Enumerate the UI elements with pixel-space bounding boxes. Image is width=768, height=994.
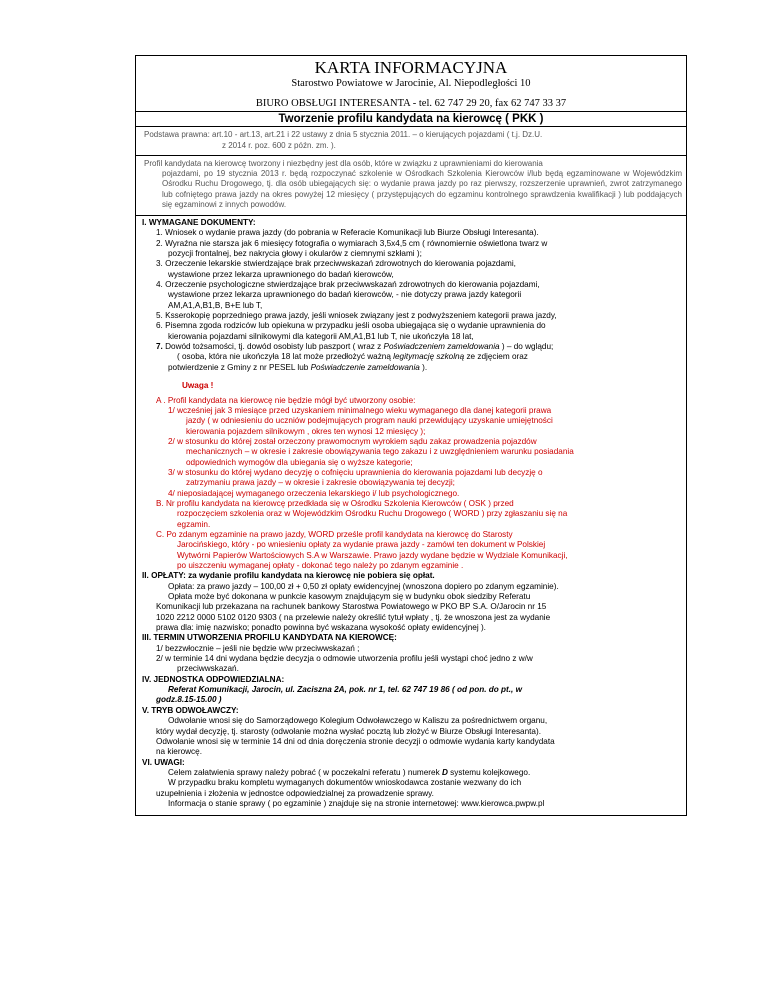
responsible-unit-hours: godz.8.15-15.00 ) bbox=[156, 695, 222, 705]
text-run: Poświadczeniem zameldowania bbox=[383, 342, 500, 352]
warning-heading: Uwaga ! bbox=[182, 381, 214, 391]
card-header bbox=[136, 56, 686, 127]
text-run: Celem załatwienia sprawy należy pobrać ( w poczekalni referatu ) numerek bbox=[168, 767, 442, 777]
list-item-cont: pozycji frontalnej, bez nakrycia głowy i okularów z ciemnymi szkłami ); bbox=[168, 249, 422, 259]
warning-item-cont: kierowania pojazdem silnikowym , okres ten wynosi 12 miesięcy ); bbox=[186, 426, 426, 436]
text-run: ze zdjęciem oraz bbox=[464, 352, 528, 362]
text-run: ) – do wglądu; bbox=[499, 342, 554, 352]
fees-line: Komunikacji lub przekazana na rachunek bankowy Starostwa Powiatowego w PKO BP S.A. O/Jarocin nr 15 bbox=[156, 602, 547, 612]
deadline-item-cont: przeciwwskazań. bbox=[177, 664, 239, 674]
text-run: Poświadczenie zameldowania bbox=[310, 362, 420, 372]
text-run: potwierdzenie z Gminy z nr PESEL lub bbox=[168, 362, 311, 372]
warning-c-cont: po uiszczeniu wymaganej opłaty - dokonać tego należy po zdanym egzaminie . bbox=[177, 561, 464, 571]
warning-item: 3/ w stosunku do której wydano decyzję o cofnięciu uprawnienia do kierowania pojazdami lub decyzję o bbox=[168, 467, 543, 477]
appeal-line: na kierowcę. bbox=[156, 747, 202, 757]
legal-basis-line: z 2014 r. poz. 600 z późn. zm. ). bbox=[222, 140, 336, 150]
info-card bbox=[135, 55, 687, 816]
text-run: Dowód tożsamości, tj. dowód osobisty lub paszport ( wraz z bbox=[162, 342, 384, 352]
list-item: 6. Pisemna zgoda rodziców lub opiekuna w przypadku jeśli osoba ubiegająca się o wydanie uprawnienia do bbox=[156, 321, 546, 331]
deadline-item: 1/ bezzwłocznie – jeśli nie będzie w/w przeciwwskazań ; bbox=[156, 643, 360, 653]
text-run: legitymację szkolną bbox=[393, 352, 465, 362]
warning-a: A . Profil kandydata na kierowcę nie będzie mógł być utworzony osobie: bbox=[156, 395, 416, 405]
warning-item-cont: jazdy ( w odniesieniu do uczniów podejmujących program nauki przewidujący uzyskanie umiejętności bbox=[186, 416, 553, 426]
list-item: 2. Wyraźna nie starsza jak 6 miesięcy fotografia o wymiarach 3,5x4,5 cm ( równomiernie oświetlona twarz w bbox=[156, 238, 548, 248]
list-item: 5. Ksserokopię poprzedniego prawa jazdy, jeśli wniosek związany jest z podwyższeniem kategorii prawa jazdy, bbox=[156, 311, 557, 321]
section-heading: II. OPŁATY: za wydanie profilu kandydata na kierowcę nie pobiera się opłat. bbox=[142, 571, 435, 581]
notes-line: Informacja o stanie sprawy ( po egzaminie ) znajduje się na stronie internetowej: www.kierowca.pwpw.pl bbox=[168, 798, 545, 808]
card-subject: Tworzenie profilu kandydata na kierowcę ( PKK ) bbox=[136, 111, 686, 126]
warning-block bbox=[142, 396, 682, 572]
list-item-cont bbox=[142, 352, 682, 362]
bureau-contact: BIURO OBSŁUGI INTERESANTA - tel. 62 747 29 20, fax 62 747 33 37 bbox=[255, 98, 567, 109]
warning-item-cont: zatrzymaniu prawa jazdy – w okresie i zakresie obowiązywania tej decyzji; bbox=[186, 478, 455, 488]
legal-basis-line: Podstawa prawna: art.10 - art.13, art.21 i 22 ustawy z dnia 5 stycznia 2011. – o kierujących pojazdami ( t.j. Dz.U. bbox=[144, 130, 543, 139]
notes-line: uzupełnienia i złożenia w jednostce odpowiedzialnej za prowadzenie sprawy. bbox=[156, 788, 434, 798]
warning-item-cont: odpowiednich wymogów dla ubiegania się o wyższe kategorie; bbox=[186, 457, 413, 467]
warning-b: B. Nr profilu kandydata na kierowcę przedkłada się w Ośrodku Szkolenia Kierowców ( OSK ) przed bbox=[156, 498, 514, 508]
text-run: ( osoba, która nie ukończyła 18 lat może przedłożyć ważną bbox=[177, 352, 394, 362]
list-item-cont: AM,A1,A,B1,B, B+E lub T, bbox=[168, 300, 263, 310]
list-item: 4. Orzeczenie psychologiczne stwierdzające brak przeciwwskazań zdrowotnych do kierowania pojazdami, bbox=[156, 280, 540, 290]
text-run: ). bbox=[419, 362, 428, 372]
legal-basis bbox=[136, 127, 686, 156]
list-item-cont bbox=[142, 363, 682, 373]
fees-line: 1020 2212 0000 5102 0120 9303 ( na przelewie należy określić tytuł wpłaty , tj. że wnoszona jest za wydanie bbox=[156, 612, 551, 622]
list-item: 1. Wniosek o wydanie prawa jazdy (do pobrania w Referacie Komunikacji lub Biurze Obsługi Interesanta). bbox=[156, 228, 539, 238]
section-heading: I. WYMAGANE DOKUMENTY: bbox=[142, 218, 256, 228]
main-content bbox=[136, 216, 686, 815]
fees-section bbox=[142, 582, 682, 634]
appeal-line: który wydał decyzję, tj. starosty (odwołanie można wysłać pocztą lub złożyć w Biurze Obsługi Interesanta). bbox=[156, 726, 541, 736]
deadline-item: 2/ w terminie 14 dni wydana będzie decyzja o odmowie utworzenia profilu jeśli wystąpi choć jedno z w/w bbox=[156, 654, 533, 664]
list-item-cont: wystawione przez lekarza uprawnionego do badań kierowców, - nie dotyczy prawa jazdy kategorii bbox=[168, 290, 522, 300]
list-number: 7. bbox=[156, 342, 163, 352]
fees-line: prawa dla: imię nazwisko; ponadto powinna być wskazana wysokość opłaty ewidencyjnej ). bbox=[156, 623, 486, 633]
intro-text: pojazdami, po 19 stycznia 2013 r. będą rozpoczynać szkolenie w Ośrodkach Szkolenia Kierowców i/lub będą egzaminowane w Wojewódzkim Ośrodku Ruchu Drogowego, tj. dla osób ubiegających się: o wydanie prawa jazdy po raz pierwszy, rozszerzenie uprawnień, zwrot zatrzymanego lub cofniętego prawa jazdy na okres powyżej 12 miesięcy ( przystępujących do egzaminu kontrolnego sprawdzenia kwalifikacji ) lub poddających się egzaminowi z innych powodów. bbox=[162, 169, 682, 209]
appeal-line: Odwołanie wnosi się do Samorządowego Kolegium Odwoławczego w Kaliszu za pośrednictwem organu, bbox=[168, 716, 548, 726]
notes-line bbox=[142, 768, 682, 778]
list-item-cont: wystawione przez lekarza uprawnionego do badań kierowców, bbox=[168, 269, 394, 279]
section-heading: V. TRYB ODWOŁAWCZY: bbox=[142, 705, 239, 715]
warning-b-cont: rozpoczęciem szkolenia oraz w Wojewódzkim Ośrodku Ruchu Drogowego ( WORD ) przy zgłaszaniu się na bbox=[177, 509, 568, 519]
office-address: Starostwo Powiatowe w Jarocinie, Al. Niepodległości 10 bbox=[291, 78, 531, 89]
document-list bbox=[142, 228, 682, 373]
section-heading: III. TERMIN UTWORZENIA PROFILU KANDYDATA NA KIEROWCĘ: bbox=[142, 633, 397, 643]
fees-line: Opłata: za prawo jazdy – 100,00 zł + 0,50 zł opłaty ewidencyjnej (wnoszona dopiero po zdanym egzaminie). bbox=[168, 581, 559, 591]
notes-line: W przypadku braku kompletu wymaganych dokumentów wnioskodawca zostanie wezwany do ich bbox=[168, 778, 522, 788]
intro-line: Profil kandydata na kierowcę tworzony i niezbędny jest dla osób, które w związku z uprawnieniami do kierowania bbox=[144, 159, 543, 168]
intro-paragraph bbox=[136, 156, 686, 216]
appeal-line: Odwołanie wnosi się w terminie 14 dni od dnia doręczenia stronie decyzji o odmowie wydania karty kandydata bbox=[156, 736, 555, 746]
fees-line: Opłata może być dokonana w punkcie kasowym znajdującym się w budynku obok siedziby Referatu bbox=[168, 592, 531, 602]
section-heading: VI. UWAGI: bbox=[142, 757, 185, 767]
warning-c: C. Po zdanym egzaminie na prawo jazdy, WORD prześle profil kandydata na kierowcę do Starosty bbox=[156, 529, 513, 539]
list-item bbox=[142, 342, 682, 352]
responsible-unit: Referat Komunikacji, Jarocin, ul. Zaciszna 2A, pok. nr 1, tel. 62 747 19 86 ( od pon. do pt., w bbox=[168, 685, 522, 695]
text-run: systemu kolejkowego. bbox=[447, 767, 531, 777]
warning-item: 1/ wcześniej jak 3 miesiące przed uzyskaniem minimalnego wieku wymaganego dla danej kategorii prawa bbox=[168, 405, 552, 415]
page-title: KARTA INFORMACYJNA bbox=[314, 58, 508, 77]
warning-item-cont: mechanicznych – w okresie i zakresie obowiązywania tego zakazu i z uwzględnieniem warunku posiadania bbox=[186, 447, 574, 457]
list-item: 3. Orzeczenie lekarskie stwierdzające brak przeciwwskazań zdrowotnych do kierowania pojazdami, bbox=[156, 259, 516, 269]
warning-c-cont: Jarocińskiego, który - po wniesieniu opłaty za wydanie prawa jazdy - zamówi ten dokument w Polskiej bbox=[177, 540, 546, 550]
warning-c-cont: Wytwórni Papierów Wartościowych S.A w Warszawie. Prawo jazdy wydane będzie w Wydziale Komunikacji, bbox=[177, 550, 568, 560]
queue-letter: D bbox=[441, 767, 448, 777]
warning-item: 4/ nieposiadającej wymaganego orzeczenia lekarskiego i/ lub psychologicznego. bbox=[168, 488, 460, 498]
list-item-cont: kierowania pojazdami silnikowymi dla kategorii AM,A1,B1 lub T, nie ukończyła 18 lat, bbox=[168, 331, 474, 341]
section-heading: IV. JEDNOSTKA ODPOWIEDZIALNA: bbox=[142, 674, 285, 684]
warning-b-cont: egzamin. bbox=[177, 519, 211, 529]
warning-item: 2/ w stosunku do której został orzeczony prawomocnym wyrokiem sądu zakaz prowadzenia pojazdów bbox=[168, 436, 537, 446]
